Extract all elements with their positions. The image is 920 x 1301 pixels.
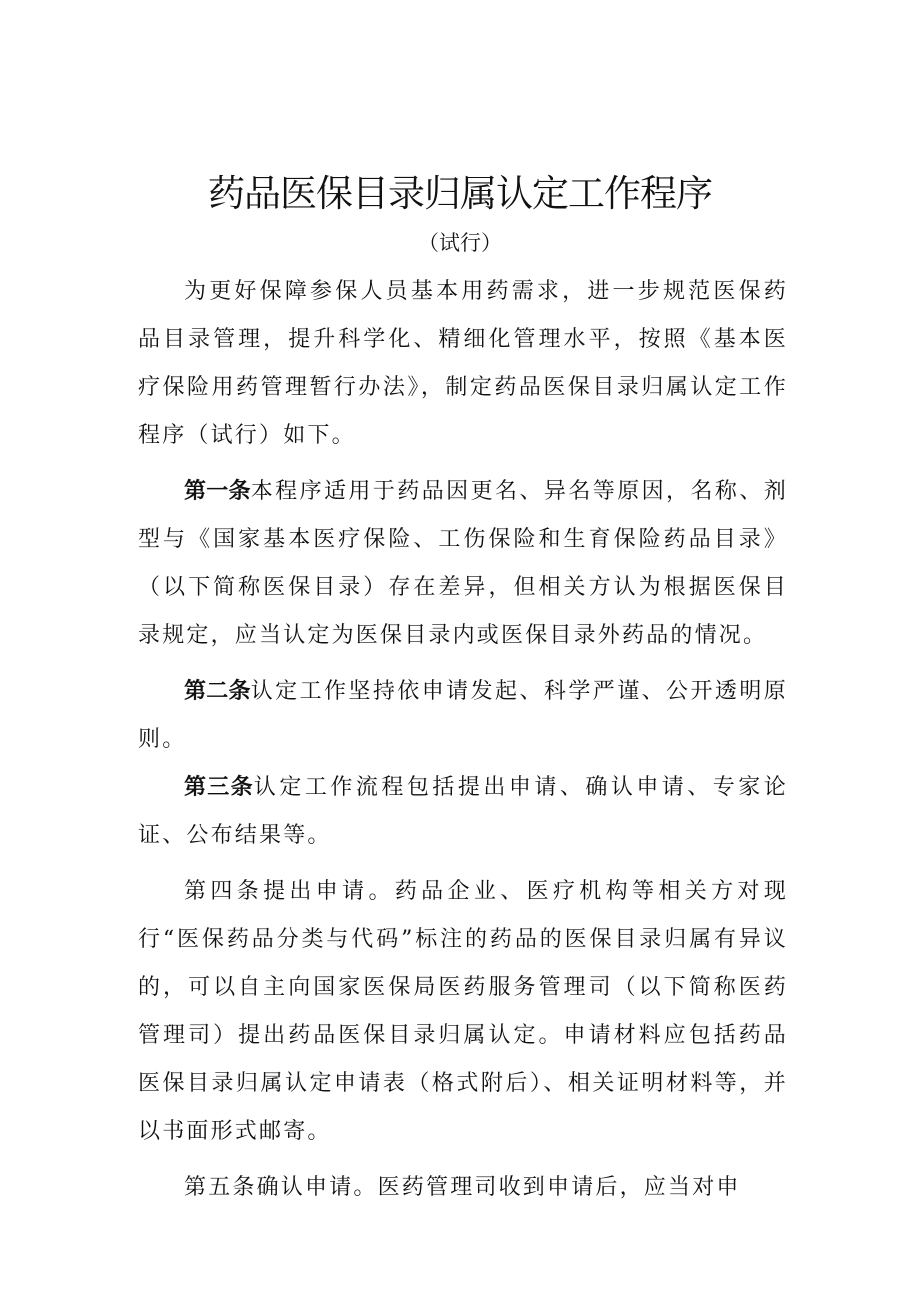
article-2 — [138, 668, 788, 764]
article-5-text: 确认申请。医药管理司收到申请后，应当对申 — [256, 1175, 741, 1200]
article-5 — [138, 1164, 788, 1212]
article-2-text: 认定工作坚持依申请发起、科学严谨、公开透明原则。 — [138, 679, 788, 752]
article-3-heading: 第三条 — [184, 775, 254, 800]
intro-paragraph: 为更好保障参保人员基本用药需求，进一步规范医保药品目录管理，提升科学化、精细化管理水平，按照《基本医疗保险用药管理暂行办法》，制定药品医保目录归属认定工作程序（试行）如下。 — [138, 279, 788, 448]
article-1 — [138, 468, 788, 660]
article-4-heading: 第四条 — [184, 879, 264, 904]
article-1-heading: 第一条 — [184, 479, 251, 504]
article-4 — [138, 868, 788, 1156]
document-body — [138, 268, 788, 1212]
article-1-text: 本程序适用于药品因更名、异名等原因，名称、剂型与《国家基本医疗保险、工伤保险和生育保险药品目录》（以下简称医保目录）存在差异，但相关方认为根据医保目录规定，应当认定为医保目录内或医保目录外药品的情况。 — [138, 479, 788, 648]
article-3-text: 认定工作流程包括提出申请、确认申请、专家论证、公布结果等。 — [138, 775, 788, 848]
article-4-text: 提出申请。药品企业、医疗机构等相关方对现行“医保药品分类与代码”标注的药品的医保目录归属有异议的，可以自主向国家医保局医药服务管理司（以下简称医药管理司）提出药品医保目录归属认定。申请材料应包括药品医保目录归属认定申请表（格式附后）、相关证明材料等，并以书面形式邮寄。 — [138, 879, 788, 1144]
article-3 — [138, 764, 788, 860]
document-subtitle: （试行） — [418, 231, 502, 255]
article-5-heading: 第五条 — [184, 1175, 257, 1200]
article-2-heading: 第二条 — [184, 679, 251, 704]
document-title: 药品医保目录归属认定工作程序 — [208, 172, 712, 215]
